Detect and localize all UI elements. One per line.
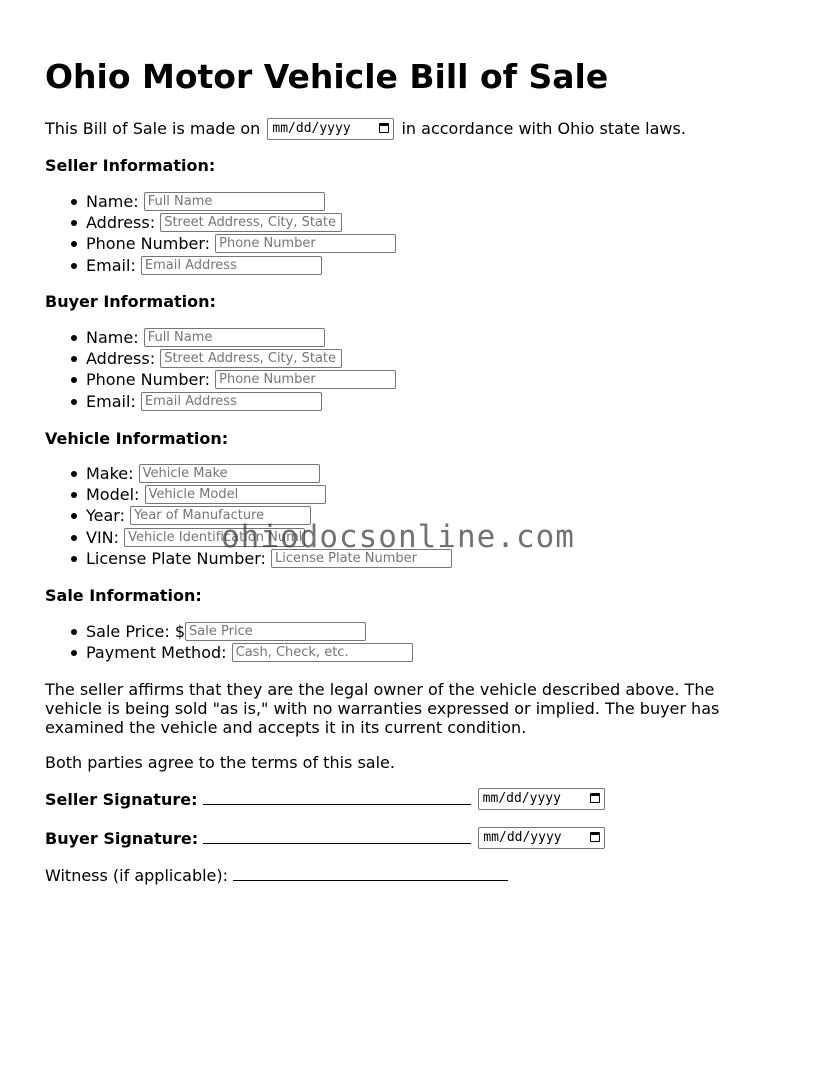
sale-date-placeholder: mm/dd/yyyy [272,121,351,136]
witness-signature-label: Witness (if applicable): [45,866,229,885]
sale-heading: Sale Information: [45,586,202,605]
seller-address-input[interactable] [160,213,342,232]
buyer-heading: Buyer Information: [45,292,216,311]
list-item [86,391,396,412]
intro-text-before: This Bill of Sale is made on [45,119,261,138]
watermark: ohiodocsonline.com [221,519,575,555]
seller-date-placeholder: mm/dd/yyyy [482,791,561,806]
seller-name-label: Name: [86,192,139,211]
vehicle-heading: Vehicle Information: [45,429,229,448]
intro-line [45,118,686,140]
buyer-name-label: Name: [86,328,139,347]
vehicle-year-input[interactable] [130,506,311,525]
list-item [86,642,413,663]
intro-text-after: in accordance with Ohio state laws. [401,119,686,138]
seller-signature-line[interactable] [203,788,471,805]
sale-date-input[interactable] [267,118,394,140]
witness-signature-line[interactable] [233,864,508,881]
vehicle-make-label: Make: [86,464,134,483]
list-item [86,233,396,254]
buyer-name-input[interactable] [144,328,325,347]
list-item [86,484,452,505]
list-item [86,505,452,526]
buyer-phone-input[interactable] [215,370,396,389]
buyer-date-placeholder: mm/dd/yyyy [483,830,562,845]
list-item [86,255,396,276]
affirmation-paragraph: The seller affirms that they are the legal owner of the vehicle described above. The vehicle is being sold "as is," with no warranties expressed or implied. The buyer has examined the vehicle and accepts it in its current condition. [45,680,720,737]
seller-email-label: Email: [86,255,136,275]
sale-price-label: Sale Price: $ [86,622,186,641]
buyer-email-label: Email: [86,391,136,411]
list-item [86,348,396,369]
buyer-signature-row [45,827,605,850]
agreement-paragraph: Both parties agree to the terms of this sale. [45,753,395,772]
vehicle-make-input[interactable] [139,464,320,483]
payment-method-input[interactable] [232,643,413,662]
seller-signature-row [45,788,605,811]
buyer-phone-label: Phone Number: [86,370,211,390]
seller-phone-label: Phone Number: [86,234,211,254]
list-item [86,212,396,233]
vehicle-plate-label: License Plate Number: [86,548,266,568]
sale-price-input[interactable] [185,622,366,641]
vehicle-model-label: Model: [86,485,140,505]
vehicle-vin-label: VIN: [86,527,120,547]
calendar-icon[interactable] [590,793,600,803]
buyer-address-label: Address: [86,349,156,369]
seller-address-label: Address: [86,213,156,233]
list-item [86,191,396,212]
buyer-info-list [45,327,396,412]
list-item [86,621,413,642]
vehicle-info-list [45,463,452,569]
calendar-icon[interactable] [379,123,389,133]
vehicle-plate-input[interactable] [271,549,452,568]
seller-signature-date-input[interactable] [478,788,605,810]
list-item [86,548,452,569]
list-item [86,527,452,548]
seller-heading: Seller Information: [45,156,216,175]
buyer-signature-label: Buyer Signature: [45,829,199,848]
witness-signature-row [45,864,508,887]
seller-info-list [45,191,396,276]
vehicle-year-label: Year: [86,506,125,526]
list-item [86,327,396,348]
seller-name-input[interactable] [144,192,325,211]
vehicle-model-input[interactable] [145,485,326,504]
buyer-signature-line[interactable] [203,827,471,844]
vehicle-vin-input[interactable] [124,528,305,547]
buyer-address-input[interactable] [160,349,342,368]
list-item [86,369,396,390]
seller-signature-label: Seller Signature: [45,790,198,809]
list-item [86,463,452,484]
sale-info-list [45,621,413,663]
page-title: Ohio Motor Vehicle Bill of Sale [45,57,609,96]
buyer-signature-date-input[interactable] [478,827,605,849]
payment-method-label: Payment Method: [86,643,227,663]
seller-phone-input[interactable] [215,234,396,253]
calendar-icon[interactable] [590,832,600,842]
seller-email-input[interactable] [141,256,322,275]
buyer-email-input[interactable] [141,392,322,411]
